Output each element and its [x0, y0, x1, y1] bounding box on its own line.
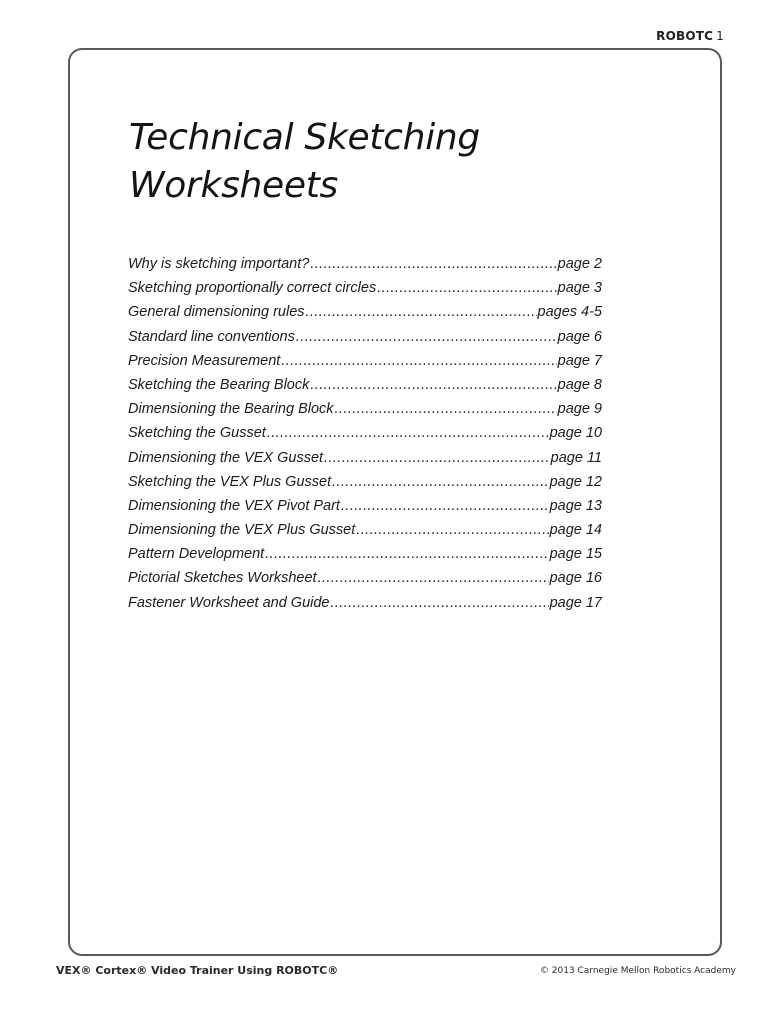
toc-entry-label: Why is sketching important? — [128, 256, 310, 272]
toc-dot-leader — [332, 474, 548, 490]
toc-dot-leader — [310, 256, 556, 272]
toc-dot-leader — [324, 450, 550, 466]
toc-dot-leader — [265, 546, 548, 562]
toc-entry-page: page 11 — [550, 449, 602, 466]
toc-dot-leader — [318, 570, 549, 586]
toc-entry[interactable] — [128, 353, 602, 377]
toc-entry-label: Pattern Development — [128, 546, 265, 563]
toc-entry-page: page 13 — [549, 497, 602, 514]
toc-entry-page: page 6 — [557, 328, 602, 345]
toc-entry[interactable] — [128, 450, 602, 474]
title-line-1: Technical Sketching — [129, 117, 480, 158]
toc-entry-page: page 16 — [549, 570, 602, 587]
toc-entry-label: Dimensioning the Bearing Block — [128, 401, 334, 418]
page-title — [129, 114, 480, 210]
toc-entry[interactable] — [128, 522, 602, 546]
toc-entry-label: Dimensioning the VEX Pivot Part — [128, 497, 340, 514]
toc-dot-leader — [281, 353, 556, 369]
toc-entry-page: page 12 — [549, 473, 602, 490]
toc-entry-label: Sketching the Gusset — [128, 425, 266, 442]
toc-dot-leader — [356, 522, 548, 538]
header-page-number: 1 — [716, 29, 724, 43]
running-header — [656, 29, 724, 43]
toc-entry-page: page 2 — [557, 256, 602, 272]
title-line-2: Worksheets — [129, 165, 339, 206]
toc-entry-label: Pictorial Sketches Worksheet — [128, 570, 317, 587]
toc-entry-label: Standard line conventions — [128, 328, 295, 345]
toc-entry-page: page 17 — [549, 594, 602, 611]
toc-entry[interactable] — [128, 425, 602, 449]
toc-entry[interactable] — [128, 595, 602, 619]
toc-dot-leader — [267, 425, 549, 441]
toc-entry[interactable] — [128, 256, 602, 280]
footer-copyright: © 2013 Carnegie Mellon Robotics Academy — [539, 966, 736, 976]
toc-entry-label: Sketching the VEX Plus Gusset — [128, 473, 332, 490]
toc-entry[interactable] — [128, 498, 602, 522]
toc-entry-label: Dimensioning the VEX Gusset — [128, 449, 324, 466]
toc-dot-leader — [341, 498, 549, 514]
toc-entry-label: Dimensioning the VEX Plus Gusset — [128, 522, 356, 539]
table-of-contents — [128, 256, 602, 619]
toc-entry[interactable] — [128, 474, 602, 498]
toc-entry-label: Fastener Worksheet and Guide — [128, 594, 330, 611]
toc-entry-page: page 8 — [557, 376, 602, 393]
toc-entry[interactable] — [128, 280, 602, 304]
toc-entry-page: page 7 — [557, 352, 602, 369]
toc-dot-leader — [377, 280, 556, 296]
toc-dot-leader — [331, 595, 549, 611]
header-brand: ROBOTC — [656, 29, 714, 43]
toc-entry[interactable] — [128, 304, 602, 328]
toc-entry-page: pages 4-5 — [537, 304, 602, 321]
toc-dot-leader — [335, 401, 557, 417]
toc-entry-label: Sketching proportionally correct circles — [128, 280, 377, 297]
toc-entry-label: Precision Measurement — [128, 352, 281, 369]
toc-entry[interactable] — [128, 570, 602, 594]
toc-dot-leader — [296, 329, 557, 345]
toc-entry[interactable] — [128, 377, 602, 401]
toc-entry-page: page 9 — [557, 401, 602, 418]
footer-course-title: VEX® Cortex® Video Trainer Using ROBOTC® — [56, 964, 339, 977]
toc-dot-leader — [310, 377, 556, 393]
toc-dot-leader — [306, 304, 537, 320]
toc-entry[interactable] — [128, 329, 602, 353]
toc-entry-page: page 3 — [557, 280, 602, 297]
toc-entry-label: Sketching the Bearing Block — [128, 376, 310, 393]
toc-entry[interactable] — [128, 401, 602, 425]
toc-entry-page: page 14 — [549, 522, 602, 539]
toc-entry[interactable] — [128, 546, 602, 570]
toc-entry-page: page 10 — [549, 425, 602, 442]
toc-entry-label: General dimensioning rules — [128, 304, 305, 321]
toc-entry-page: page 15 — [549, 546, 602, 563]
